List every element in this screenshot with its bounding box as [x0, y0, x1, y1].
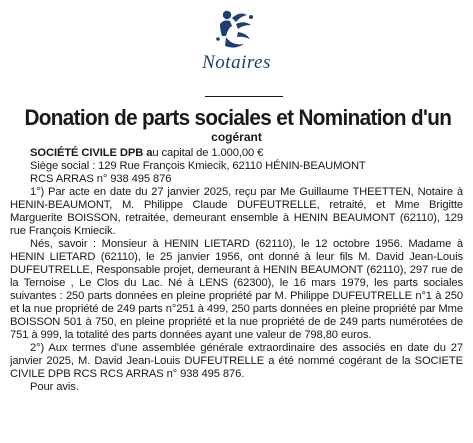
closing-line: Pour avis. [30, 381, 79, 393]
notice-subtitle: cogérant [211, 130, 262, 144]
paragraph-donation: Nés, savoir : Monsieur à HENIN LIETARD (62110), le 12 octobre 1956. Madame à HENIN LIETARD (62110), le 25 janvier 1956, ont donné à leur fils M. David Jean-Louis DUFEUTRELLE, Responsable projet, demeurant à HENIN BEAUMONT (62110), 297 rue de la Ternoise , Le Clos du Lac. Né à LENS (62300), le 16 mars 1979, les parts sociales suivantes : 250 parts données en pleine propriété par M. Philippe DUFEUTRELLE n°1 à 250 et la nue propriété de 249 parts n°251 à 499, 250 parts données en pleine propriété par Mme BOISSON 501 à 750, en pleine propriété et la nue propriété de de 249 parts numérotées de 751 à 999, la totalité des parts données ayant une valeur de 798,80 euros. [10, 238, 463, 341]
notice-title: Donation de parts sociales et Nomination d'un [24, 105, 452, 130]
company-line [10, 147, 463, 160]
company-rcs: RCS ARRAS n° 938 495 876 [30, 173, 172, 185]
notaires-emblem-icon [210, 6, 260, 54]
separator-rule [205, 96, 283, 97]
company-capital: u capital de 1.000,00 € [152, 147, 264, 159]
company-name: SOCIÉTÉ CIVILE DPB a [30, 147, 153, 159]
notice-body [10, 147, 463, 394]
paragraph-appointment: 2°) Aux termes d'une assemblée générale extraordinaire des associés en date du 27 janvier 2025, M. David Jean-Louis DUFEUTRELLE a été nommé cogérant de la SOCIETE CIVILE DPB RCS RCS ARRAS n° 938 495 876. [10, 342, 463, 380]
notaires-logo [0, 0, 473, 100]
notaires-wordmark: Notaires [202, 52, 271, 73]
paragraph-deed: 1°) Par acte en date du 27 janvier 2025, reçu par Me Guillaume THEETTEN, Notaire à HENIN-BEAUMONT, M. Philippe Claude DUFEUTRELLE, retraité, et Mme Brigitte Marguerite BOISSON, retraitée, demeurant ensemble à HENIN BEAUMONT (62110), 129 rue François Kmiecik. [10, 186, 463, 237]
company-seat: Siège social : 129 Rue François Kmiecik, 62110 HÉNIN-BEAUMONT [30, 160, 366, 172]
